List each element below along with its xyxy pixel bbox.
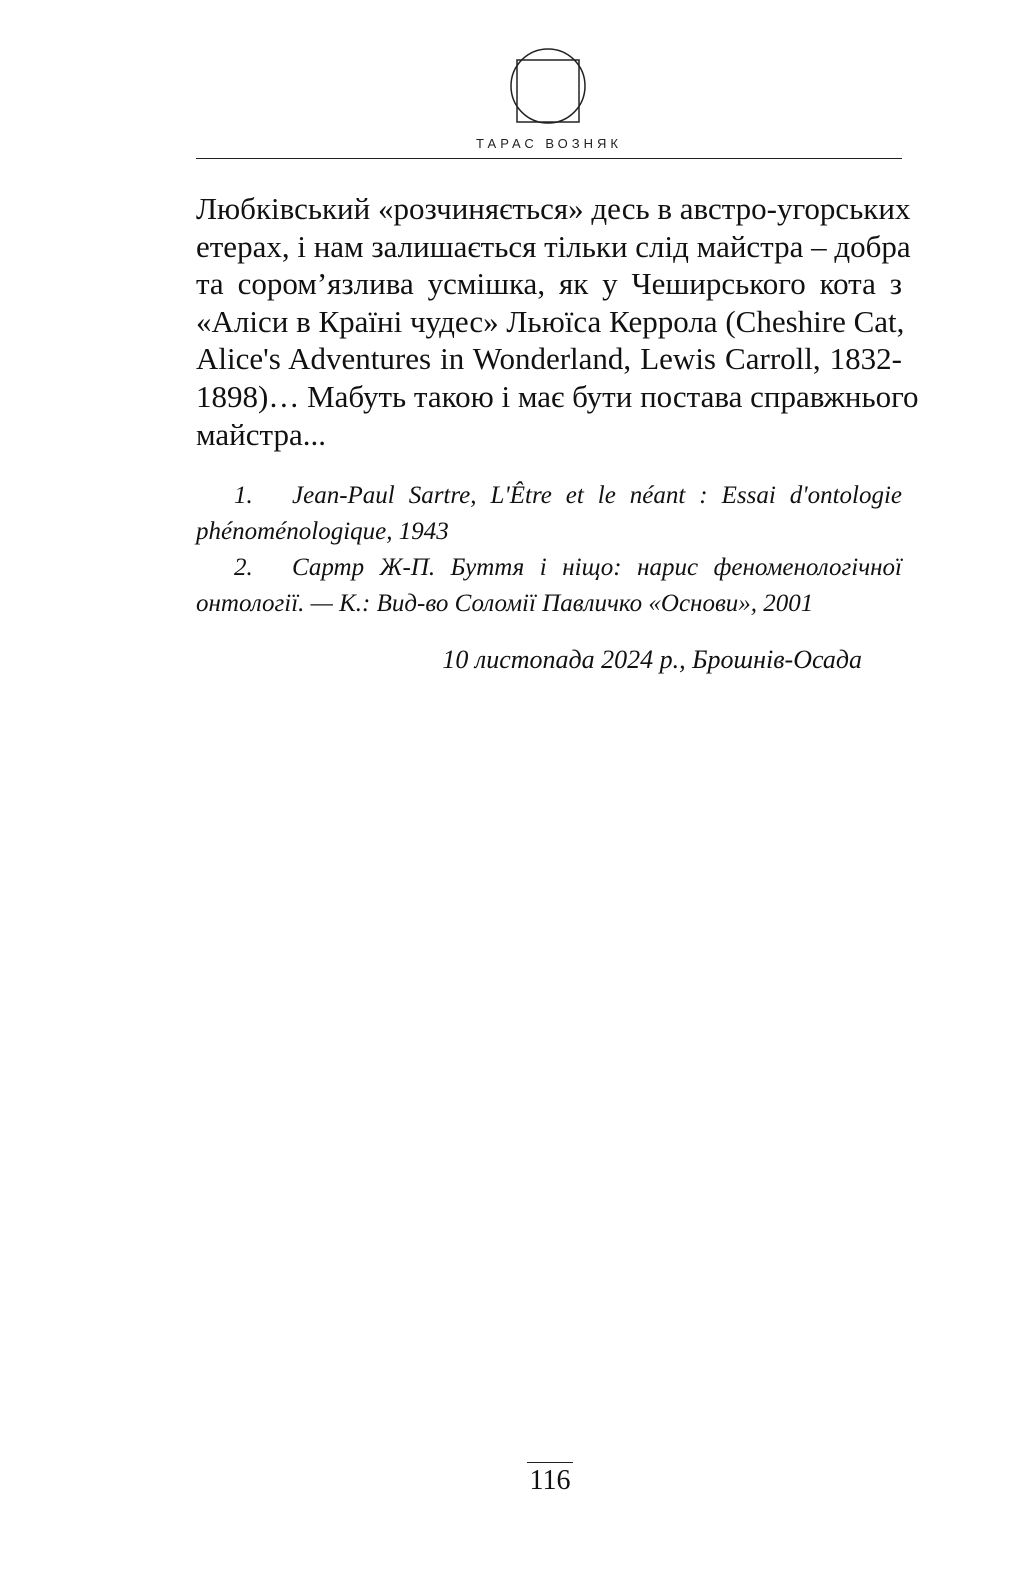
date-place-signoff: 10 листопада 2024 р., Брошнів-Осада — [442, 645, 862, 674]
body-line: етерах, і нам залишається тільки слід майстра – добра — [196, 228, 911, 264]
circle-square-logo-icon — [508, 46, 588, 126]
references-list — [196, 478, 902, 622]
reference-text: Сартр Ж-П. Буття і ніщо: нарис феноменологічної — [292, 554, 902, 581]
reference-item — [196, 550, 902, 586]
body-line: майстра... — [196, 416, 326, 452]
reference-number: 2. — [234, 554, 253, 581]
header-divider — [196, 158, 902, 159]
reference-continuation: phénoménologique, 1943 — [196, 518, 449, 545]
body-line: та сором’язлива усмішка, як у Чеширського кота з — [196, 266, 902, 302]
reference-number: 1. — [234, 482, 253, 509]
body-line: «Аліси в Країні чудес» Льюїса Керрола (Cheshire Cat, — [196, 303, 905, 339]
reference-item — [196, 478, 902, 514]
reference-continuation: онтології. — К.: Вид-во Соломії Павличко «Основи», 2001 — [196, 590, 814, 617]
body-line: Любківський «розчиняється» десь в австро-угорських — [196, 191, 911, 226]
body-paragraph — [196, 190, 919, 453]
body-line: 1898)… Мабуть такою і має бути постава справжнього — [196, 378, 919, 414]
running-header-author: ТАРАС ВОЗНЯК — [476, 136, 622, 151]
body-line: Alice's Adventures in Wonderland, Lewis Carroll, 1832- — [196, 341, 902, 377]
page-number: 116 — [527, 1462, 573, 1497]
reference-text: Jean-Paul Sartre, L'Être et le néant : Essai d'ontologie — [292, 482, 902, 509]
